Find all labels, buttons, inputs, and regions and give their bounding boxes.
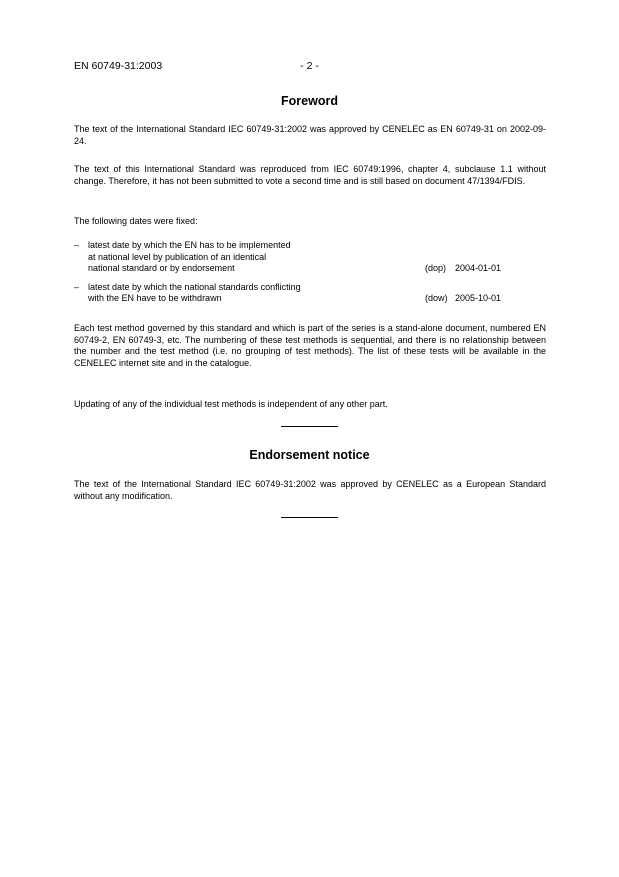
date-value: 2005-10-01 (455, 293, 502, 304)
dates-intro: The following dates were fixed: (74, 216, 198, 226)
section-divider (281, 426, 338, 427)
list-item-text-line: latest date by which the EN has to be implemented (88, 240, 291, 250)
endorsement-heading: Endorsement notice (249, 448, 370, 462)
list-item-text-line: at national level by publication of an identical (88, 251, 267, 262)
foreword-paragraph-3: Each test method governed by this standard and which is part of the series is a stand-alone document, numbered EN 60749-2, EN 60749-3, etc. The numbering of these test methods is sequential, and there is no relationship between the number and the test method (i.e. no grouping of test methods). The list of these tests will be available in the CENELEC internet site and in the catalogue. (74, 323, 546, 368)
document-id: EN 60749-31:2003 (74, 60, 163, 72)
endorsement-paragraph: The text of the International Standard IEC 60749-31:2002 was approved by CENELEC as a European Standard without any modification. (74, 479, 546, 501)
page-number: - 2 - (300, 60, 319, 72)
foreword-paragraph-2: The text of this International Standard was reproduced from IEC 60749:1996, chapter 4, subclause 1.1 without change. Therefore, it has not been submitted to vote a second time and is still based on document 47/1394/FDIS. (74, 164, 546, 186)
date-code: (dop) (425, 263, 447, 274)
list-item-dop (74, 240, 546, 275)
foreword-paragraph-1: The text of the International Standard IEC 60749-31:2002 was approved by CENELEC as EN 60749-31 on 2002-09-24. (74, 124, 546, 146)
foreword-paragraph-4: Updating of any of the individual test methods is independent of any other part. (74, 399, 388, 409)
list-item-text-line: national standard or by endorsement (88, 263, 235, 274)
list-item-text-line: with the EN have to be withdrawn (88, 293, 222, 304)
date-value: 2004-01-01 (455, 263, 502, 274)
list-dash: – (74, 240, 80, 250)
dates-list (74, 240, 546, 305)
list-dash: – (74, 281, 80, 292)
section-divider (281, 517, 338, 518)
date-code: (dow) (425, 293, 448, 304)
list-item-dow (74, 282, 546, 305)
list-item-text-line: latest date by which the national standards conflicting (88, 281, 301, 292)
foreword-heading: Foreword (281, 94, 338, 108)
